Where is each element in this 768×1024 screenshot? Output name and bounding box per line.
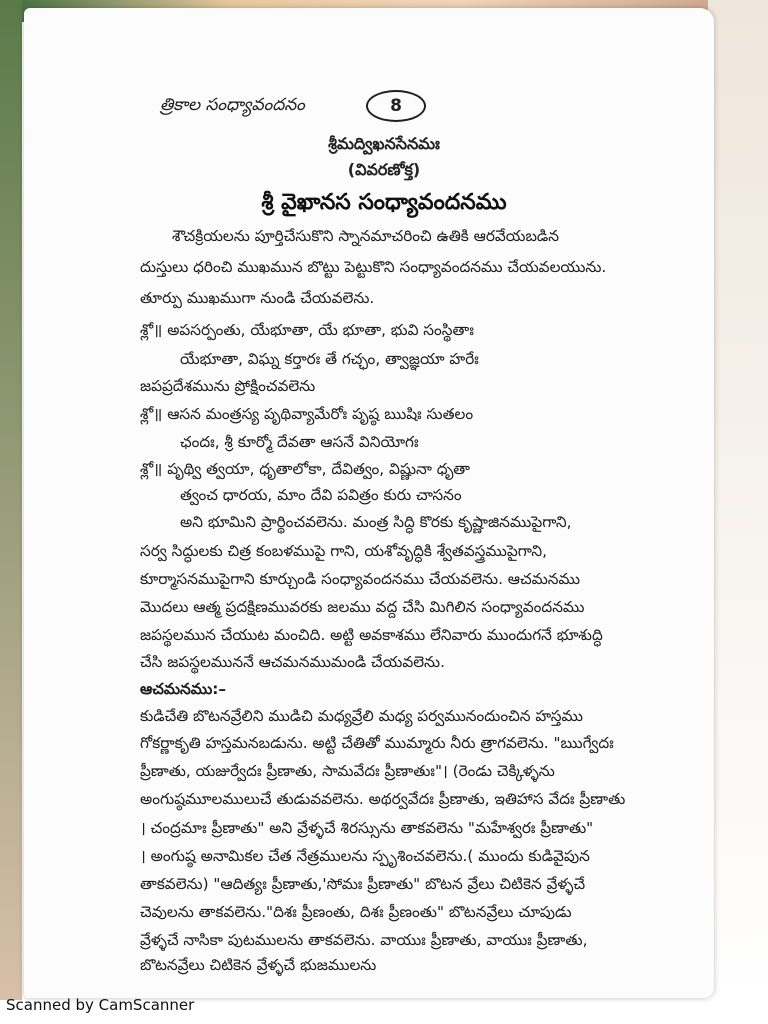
subtitle: (వివరణోక్త) <box>347 160 421 179</box>
page-title: శ్రీ వైఖానస సంధ్యావందనము <box>261 190 507 215</box>
scanner-watermark: Scanned by CamScanner <box>6 996 195 1014</box>
invocation: శ్రీమద్విఖనసేనమః <box>328 134 440 153</box>
text-line: శౌచక్రియలను పూర్తిచేసుకొని స్నానమాచరించి ఉతికి ఆరవేయబడిన <box>172 227 559 245</box>
text-line: జపప్రదేశమును ప్రోక్షించవలెను <box>140 377 316 395</box>
verse-line: ఛందః, శ్రీ కూర్మో దేవతా ఆసనే వినియోగః <box>180 433 419 451</box>
section-heading: ఆచమనము:– <box>140 680 226 698</box>
verse-line: యేభూతా, విఘ్న కర్తారః తే గచ్ఛం, త్వాజ్ఞయా హరేః <box>180 350 479 368</box>
text-line: వ్రేళ్ళచే నాసికా పుటములను తాకవలెను. వాయుః ప్రీణాతు, వాయుః ప్రీణాతు, <box>140 931 588 949</box>
text-line: గోకర్ణాకృతి హస్తమనబడును. అట్టి చేతితో ముమ్మారు నీరు త్రాగవలెను. "ఋగ్వేదః <box>140 734 614 752</box>
verse-line: శ్లో॥ ఆసన మంత్రస్య పృథివ్యామేరోః పృష్ఠ ఋషిః సుతలం <box>140 405 474 423</box>
text-line: కుడిచేతి బొటనవ్రేలిని ముడిచి మధ్యవ్రేలి మధ్య పర్వమునందుంచిన హస్తము <box>140 707 583 725</box>
text-line: తాకవలెను) "ఆదిత్యః ప్రీణాతు,'సోమః ప్రీణాతు" బొటన వ్రేలు చిటికెన వ్రేళ్ళచే <box>140 875 586 893</box>
text-line: ప్రీణాతు, యజుర్వేదః ప్రీణాతు, సామవేదః ప్రీణాతుః"। (రెండు చెక్కిళ్ళను <box>140 762 555 780</box>
verse-line: శ్లో॥ అపసర్పంతు, యేభూతా, యే భూతా, భువి సంస్థితాః <box>140 321 474 339</box>
text-line: చెవులను తాకవలెను."దిశః ప్రీణంతు, దిశః ప్రీణంతు" బొటనవ్రేలు చూపుడు <box>140 903 572 921</box>
text-line: మొదలు ఆత్మ ప్రదక్షిణమువరకు జలము వద్ద చేసి మిగిలిన సంధ్యావందనము <box>140 598 585 616</box>
verse-line: త్వంచ ధారయ, మాం దేవి పవిత్రం కురు చాసనం <box>180 486 462 504</box>
text-line: కూర్మాసనముపైగాని కూర్చుండి సంధ్యావందనము చేయవలెను. ఆచమనము <box>140 570 581 588</box>
text-line: జపస్థలమున చేయుట మంచిది. అట్టి అవకాశము లేనివారు ముందుగనే భూశుద్ధి <box>140 626 603 644</box>
text-line: అంగుష్ఠమూలములుచే తుడువవలెను. అథర్వవేదః ప్రీణాతు, ఇతిహాస వేదః ప్రీణాతు <box>140 790 626 808</box>
text-line: । చంద్రమాః ప్రీణాతు" అని వ్రేళ్ళచే శిరస్సును తాకవలెను "మహేశ్వరః ప్రీణాతు" <box>140 819 594 837</box>
running-head: త్రికాల సంధ్యావందనం <box>160 95 305 115</box>
text-line: । అంగుష్ఠ అనామికల చేత నేత్రములను స్పృశించవలెను.( ముందు కుడివైపున <box>140 847 590 865</box>
text-line: చేసి జపస్థలముననే ఆచమనముమండి చేయవలెను. <box>140 653 445 671</box>
text-line: అని భూమిని ప్రార్థించవలెను. మంత్ర సిద్ధి కొరకు కృష్ణాజినముపైగాని, <box>180 513 572 531</box>
text-line: బొటనవ్రేలు చిటికెన వ్రేళ్ళచే భుజములను <box>140 956 377 974</box>
page-number: 8 <box>366 90 426 122</box>
text-line: తూర్పు ముఖముగా నుండి చేయవలెను. <box>140 289 375 307</box>
bleed-through-ghost <box>560 118 650 134</box>
text-line: సర్వ సిద్ధులకు చిత్ర కంబళముపై గాని, యశోవృద్ధికి శ్వేతవస్త్రముపైగాని, <box>140 542 547 560</box>
text-line: దుస్తులు ధరించి ముఖమున బొట్టు పెట్టుకొని సంధ్యావందనము చేయవలయును. <box>140 258 607 276</box>
verse-line: శ్లో॥ పృథ్వి త్వయా, ధృతాలోకా, దేవిత్వం, విష్ణునా ధృతా <box>140 460 471 478</box>
